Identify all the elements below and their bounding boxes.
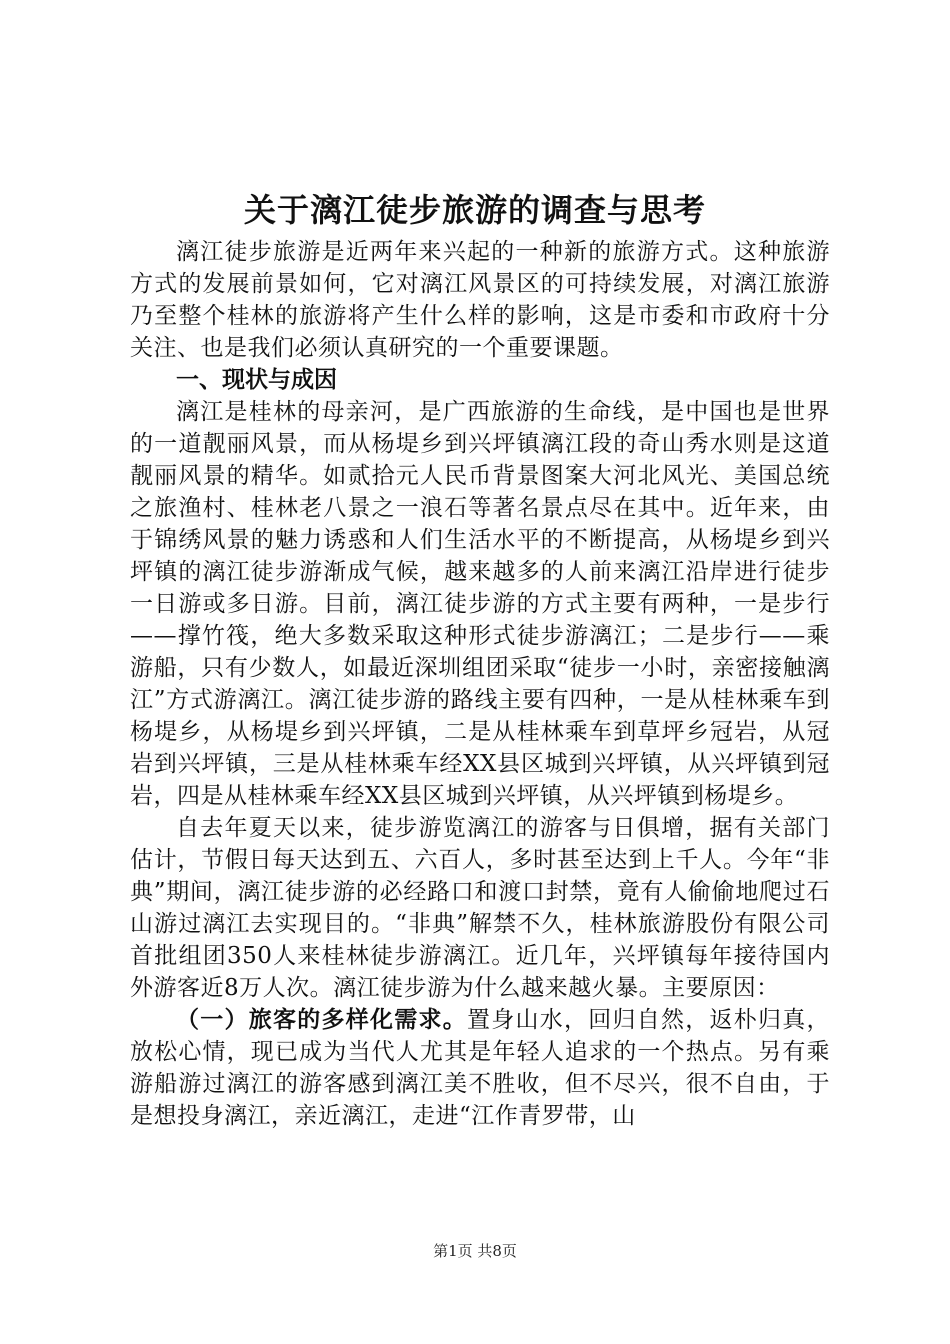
intro-paragraph: 漓江徒步旅游是近两年来兴起的一种新的旅游方式。这种旅游方式的发展前景如何，它对漓江风景区的可持续发展，对漓江旅游乃至整个桂林的旅游将产生什么样的影响，这是市委和市政府十分关注、也是我们必须认真研究的一个重要课题。 (130, 239, 830, 361)
subsection-text: 置身山水，回归自然，返朴归真，放松心情，现已成为当代人尤其是年轻人追求的一个热点。另有乘游船游过漓江的游客感到漓江美不胜收，但不尽兴，很不自由，于是想投身漓江，亲近漓江，走进“江作青罗带，山 (130, 1007, 830, 1129)
subsection-paragraph (130, 1004, 830, 1132)
page-footer: 第1页 共8页 (433, 1242, 517, 1260)
document-title: 关于漓江徒步旅游的调查与思考 (243, 191, 706, 229)
status-paragraph: 漓江是桂林的母亲河，是广西旅游的生命线，是中国也是世界的一道靓丽风景，而从杨堤乡到兴坪镇漓江段的奇山秀水则是这道靓丽风景的精华。如贰拾元人民币背景图案大河北风光、美国总统之旅渔村、桂林老八景之一浪石等著名景点尽在其中。近年来，由于锦绣风景的魅力诱惑和人们生活水平的不断提高，从杨堤乡到兴坪镇的漓江徒步游渐成气候，越来越多的人前来漓江沿岸进行徒步一日游或多日游。目前，漓江徒步游的方式主要有两种，一是步行——撑竹筏，绝大多数采取这种形式徒步游漓江；二是步行——乘游船，只有少数人，如最近深圳组团采取“徒步一小时，亲密接触漓江”方式游漓江。漓江徒步游的路线主要有四种，一是从桂林乘车到杨堤乡，从杨堤乡到兴坪镇，二是从桂林乘车到草坪乡冠岩，从冠岩到兴坪镇，三是从桂林乘车经XX县区城到兴坪镇，从兴坪镇到冠岩，四是从桂林乘车经XX县区城到兴坪镇，从兴坪镇到杨堤乡。 (130, 399, 830, 809)
document-body (130, 236, 830, 1132)
section-heading: 一、现状与成因 (176, 366, 337, 393)
growth-paragraph: 自去年夏天以来，徒步游览漓江的游客与日俱增，据有关部门估计，节假日每天达到五、六百人，多时甚至达到上千人。今年“非典”期间，漓江徒步游的必经路口和渡口封禁，竟有人偷偷地爬过石山游过漓江去实现目的。“非典”解禁不久，桂林旅游股份有限公司首批组团350人来桂林徒步游漓江。近几年，兴坪镇每年接待国内外游客近8万人次。漓江徒步游为什么越来越火暴。主要原因： (130, 815, 830, 1001)
subsection-label: （一）旅客的多样化需求。 (176, 1006, 467, 1033)
